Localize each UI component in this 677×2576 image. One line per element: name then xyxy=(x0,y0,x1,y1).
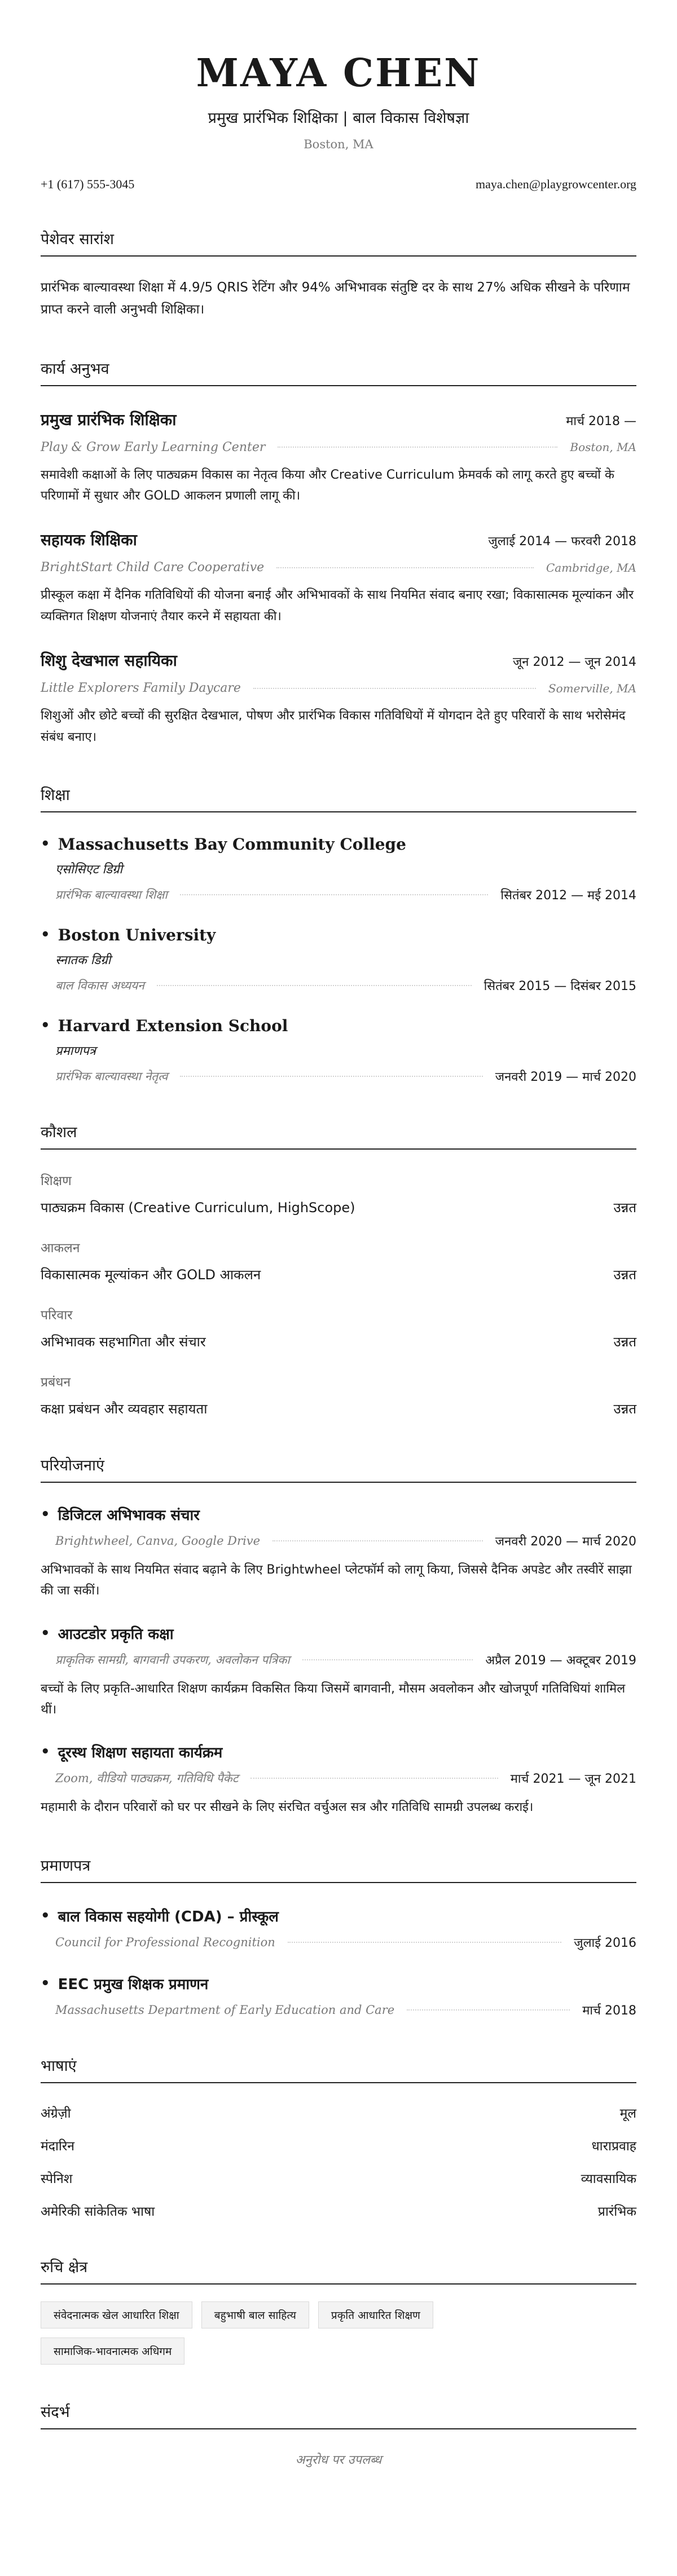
language-name: अंग्रेज़ी xyxy=(41,2106,71,2121)
language-level: प्रारंभिक xyxy=(597,2204,636,2219)
job-description: समावेशी कक्षाओं के लिए पाठ्यक्रम विकास का नेतृत्व किया और Creative Curriculum फ्रेमवर्क को लागू करते हुए बच्चों के परिणामों में सुधार और GOLD आकलन प्रणाली लागू की। xyxy=(41,467,614,503)
language-name: स्पेनिश xyxy=(41,2171,73,2186)
references-note: अनुरोध पर उपलब्ध xyxy=(295,2453,382,2467)
school-name: Harvard Extension School xyxy=(58,1016,288,1035)
certification-organization: Council for Professional Recognition xyxy=(55,1935,275,1949)
dotted-divider xyxy=(250,1778,498,1779)
degree-name: प्रमाणपत्र xyxy=(55,1044,96,1058)
education-item xyxy=(41,926,636,994)
bullet-icon: • xyxy=(41,1974,50,1992)
experience-item xyxy=(41,649,636,748)
job-date: जुलाई 2014 — फरवरी 2018 xyxy=(488,534,636,549)
education-heading: शिक्षा xyxy=(41,784,636,812)
school-name: Boston University xyxy=(58,925,216,944)
bullet-icon: • xyxy=(41,1624,50,1642)
skill-category: आकलन xyxy=(41,1240,80,1256)
skill-group xyxy=(41,1305,636,1351)
education-item xyxy=(41,1017,636,1085)
bullet-icon: • xyxy=(41,926,50,944)
interest-tags xyxy=(41,2301,560,2365)
language-level: व्यावसायिक xyxy=(581,2171,636,2186)
dotted-divider xyxy=(278,447,557,448)
skills-section xyxy=(41,1121,636,1418)
candidate-location: Boston, MA xyxy=(304,138,373,152)
references-heading: संदर्भ xyxy=(41,2401,636,2429)
skill-name: पाठ्यक्रम विकास (Creative Curriculum, HighScope) xyxy=(41,1199,355,1216)
candidate-name: MAYA CHEN xyxy=(196,51,481,96)
skill-category: प्रबंधन xyxy=(41,1375,71,1390)
skill-name: कक्षा प्रबंधन और व्यवहार सहायता xyxy=(41,1400,208,1417)
bullet-icon: • xyxy=(41,836,50,853)
phone-number: +1 (617) 555-3045 xyxy=(41,177,135,192)
bullet-icon: • xyxy=(41,1743,50,1761)
education-date: सितंबर 2012 — मई 2014 xyxy=(500,888,636,903)
resume-header xyxy=(41,51,636,192)
skill-name: विकासात्मक मूल्यांकन और GOLD आकलन xyxy=(41,1266,261,1283)
project-tools: Zoom, वीडियो पाठ्यक्रम, गतिविधि पैकेट xyxy=(55,1771,239,1786)
project-item xyxy=(41,1623,636,1721)
project-date: मार्च 2021 — जून 2021 xyxy=(510,1772,636,1787)
job-location: Somerville, MA xyxy=(548,681,636,695)
project-title: डिजिटल अभिभावक संचार xyxy=(58,1506,200,1524)
certification-item xyxy=(41,1973,636,2018)
language-name: अमेरिकी सांकेतिक भाषा xyxy=(41,2204,155,2219)
education-section xyxy=(41,784,636,1085)
email-address: maya.chen@playgrowcenter.org xyxy=(476,177,636,192)
language-row xyxy=(41,2136,636,2154)
experience-heading: कार्य अनुभव xyxy=(41,357,636,386)
interests-heading: रुचि क्षेत्र xyxy=(41,2256,636,2285)
certifications-heading: प्रमाणपत्र xyxy=(41,1854,636,1883)
degree-name: एसोसिएट डिग्री xyxy=(55,862,123,877)
skill-group xyxy=(41,1238,636,1284)
project-tools: Brightwheel, Canva, Google Drive xyxy=(55,1534,261,1548)
skill-level: उन्नत xyxy=(613,1333,636,1350)
bullet-icon: • xyxy=(41,1505,50,1523)
job-organization: BrightStart Child Care Cooperative xyxy=(41,560,265,575)
project-item xyxy=(41,1504,636,1602)
summary-text: प्रारंभिक बाल्यावस्था शिक्षा में 4.9/5 QRIS रेटिंग और 94% अभिभावक संतुष्टि दर के साथ 27% अधिक सीखने के परिणाम प्राप्त करने वाली अनुभवी शिक्षिका। xyxy=(41,280,630,317)
candidate-title: प्रमुख प्रारंभिक शिक्षिका | बाल विकास विशेषज्ञा xyxy=(208,109,469,127)
interest-tag: सामाजिक-भावनात्मक अधिगम xyxy=(41,2338,184,2365)
education-date: सितंबर 2015 — दिसंबर 2015 xyxy=(483,979,636,993)
job-title: प्रमुख प्रारंभिक शिक्षिका xyxy=(41,410,177,429)
certification-title: बाल विकास सहयोगी (CDA) – प्रीस्कूल xyxy=(58,1908,279,1925)
skill-name: अभिभावक सहभागिता और संचार xyxy=(41,1333,206,1350)
interest-tag: प्रकृति आधारित शिक्षण xyxy=(318,2301,433,2328)
language-row xyxy=(41,2202,636,2220)
skills-heading: कौशल xyxy=(41,1121,636,1150)
references-section xyxy=(41,2401,636,2468)
interest-tag: संवेदनात्मक खेल आधारित शिक्षा xyxy=(41,2301,192,2328)
summary-section xyxy=(41,228,636,321)
experience-item xyxy=(41,409,636,507)
skill-category: परिवार xyxy=(41,1307,73,1323)
certification-date: मार्च 2018 xyxy=(582,2003,636,2018)
dotted-divider xyxy=(407,2009,570,2011)
language-list xyxy=(41,2104,636,2220)
dotted-divider xyxy=(288,1942,561,1943)
project-date: अप्रैल 2019 — अक्टूबर 2019 xyxy=(485,1653,636,1668)
job-organization: Play & Grow Early Learning Center xyxy=(41,440,266,454)
certification-item xyxy=(41,1906,636,1951)
job-location: Boston, MA xyxy=(570,440,636,454)
dotted-divider xyxy=(302,1659,473,1660)
experience-item xyxy=(41,529,636,627)
degree-name: स्नातक डिग्री xyxy=(55,953,111,967)
job-date: जून 2012 — जून 2014 xyxy=(512,655,636,670)
skill-category: शिक्षण xyxy=(41,1173,72,1188)
language-row xyxy=(41,2169,636,2187)
project-description: महामारी के दौरान परिवारों को घर पर सीखने के लिए संरचित वर्चुअल सत्र और गतिविधि सामग्री उपलब्ध कराई। xyxy=(41,1800,534,1815)
project-title: दूरस्थ शिक्षण सहायता कार्यक्रम xyxy=(58,1744,223,1762)
projects-heading: परियोजनाएं xyxy=(41,1454,636,1483)
job-date: मार्च 2018 — xyxy=(566,414,636,428)
certification-date: जुलाई 2016 xyxy=(574,1936,636,1950)
job-description: शिशुओं और छोटे बच्चों की सुरक्षित देखभाल, पोषण और प्रारंभिक विकास गतिविधियों में योगदान देते हुए परिवारों के साथ भरोसेमंद संबंध बनाए। xyxy=(41,709,626,744)
language-row xyxy=(41,2104,636,2122)
dotted-divider xyxy=(180,1076,482,1077)
language-level: मूल xyxy=(619,2106,636,2121)
bullet-icon: • xyxy=(41,1017,50,1035)
certification-title: EEC प्रमुख शिक्षक प्रमाणन xyxy=(58,1976,209,1993)
job-description: प्रीस्कूल कक्षा में दैनिक गतिविधियों की योजना बनाई और अभिभावकों के साथ नियमित संवाद बनाए रखा; विकासात्मक मूल्यांकन और व्यक्तिगत शिक्षण योजनाएं तैयार करने में सहायता की। xyxy=(41,588,634,624)
languages-section xyxy=(41,2054,636,2220)
interests-section xyxy=(41,2256,636,2365)
projects-section xyxy=(41,1454,636,1818)
education-item xyxy=(41,835,636,903)
certifications-section xyxy=(41,1854,636,2018)
project-item xyxy=(41,1742,636,1818)
dotted-divider xyxy=(157,985,472,986)
project-tools: प्राकृतिक सामग्री, बागवानी उपकरण, अवलोकन पत्रिका xyxy=(55,1652,290,1667)
field-of-study: बाल विकास अध्ययन xyxy=(55,978,144,992)
skill-level: उन्नत xyxy=(613,1266,636,1283)
project-description: अभिभावकों के साथ नियमित संवाद बढ़ाने के लिए Brightwheel प्लेटफॉर्म को लागू किया, जिससे दैनिक अपडेट और तस्वीरें साझा की जा सकीं। xyxy=(41,1562,632,1598)
project-description: बच्चों के लिए प्रकृति-आधारित शिक्षण कार्यक्रम विकसित किया जिसमें बागवानी, मौसम अवलोकन और खोजपूर्ण गतिविधियां शामिल थीं। xyxy=(41,1681,626,1717)
skill-level: उन्नत xyxy=(613,1199,636,1216)
dotted-divider xyxy=(253,688,536,689)
job-title: सहायक शिक्षिका xyxy=(41,531,137,550)
bullet-icon: • xyxy=(41,1907,50,1924)
experience-section xyxy=(41,357,636,748)
language-level: धाराप्रवाह xyxy=(591,2138,636,2154)
project-date: जनवरी 2020 — मार्च 2020 xyxy=(495,1534,636,1549)
school-name: Massachusetts Bay Community College xyxy=(58,834,406,854)
education-date: जनवरी 2019 — मार्च 2020 xyxy=(495,1070,636,1084)
job-title: शिशु देखभाल सहायिका xyxy=(41,651,177,670)
field-of-study: प्रारंभिक बाल्यावस्था शिक्षा xyxy=(55,887,168,902)
languages-heading: भाषाएं xyxy=(41,2054,636,2083)
language-name: मंदारिन xyxy=(41,2138,75,2154)
dotted-divider xyxy=(272,1540,483,1541)
dotted-divider xyxy=(180,894,489,895)
skill-level: उन्नत xyxy=(613,1400,636,1417)
project-title: आउटडोर प्रकृति कक्षा xyxy=(58,1625,174,1643)
interest-tag: बहुभाषी बाल साहित्य xyxy=(201,2301,309,2328)
contact-row xyxy=(41,177,636,192)
summary-heading: पेशेवर सारांश xyxy=(41,228,636,257)
certification-organization: Massachusetts Department of Early Education and Care xyxy=(55,2003,395,2017)
dotted-divider xyxy=(276,567,534,568)
skill-group xyxy=(41,1171,636,1217)
job-location: Cambridge, MA xyxy=(546,560,636,575)
job-organization: Little Explorers Family Daycare xyxy=(41,681,241,696)
skill-group xyxy=(41,1372,636,1418)
field-of-study: प्रारंभिक बाल्यावस्था नेतृत्व xyxy=(55,1069,168,1083)
